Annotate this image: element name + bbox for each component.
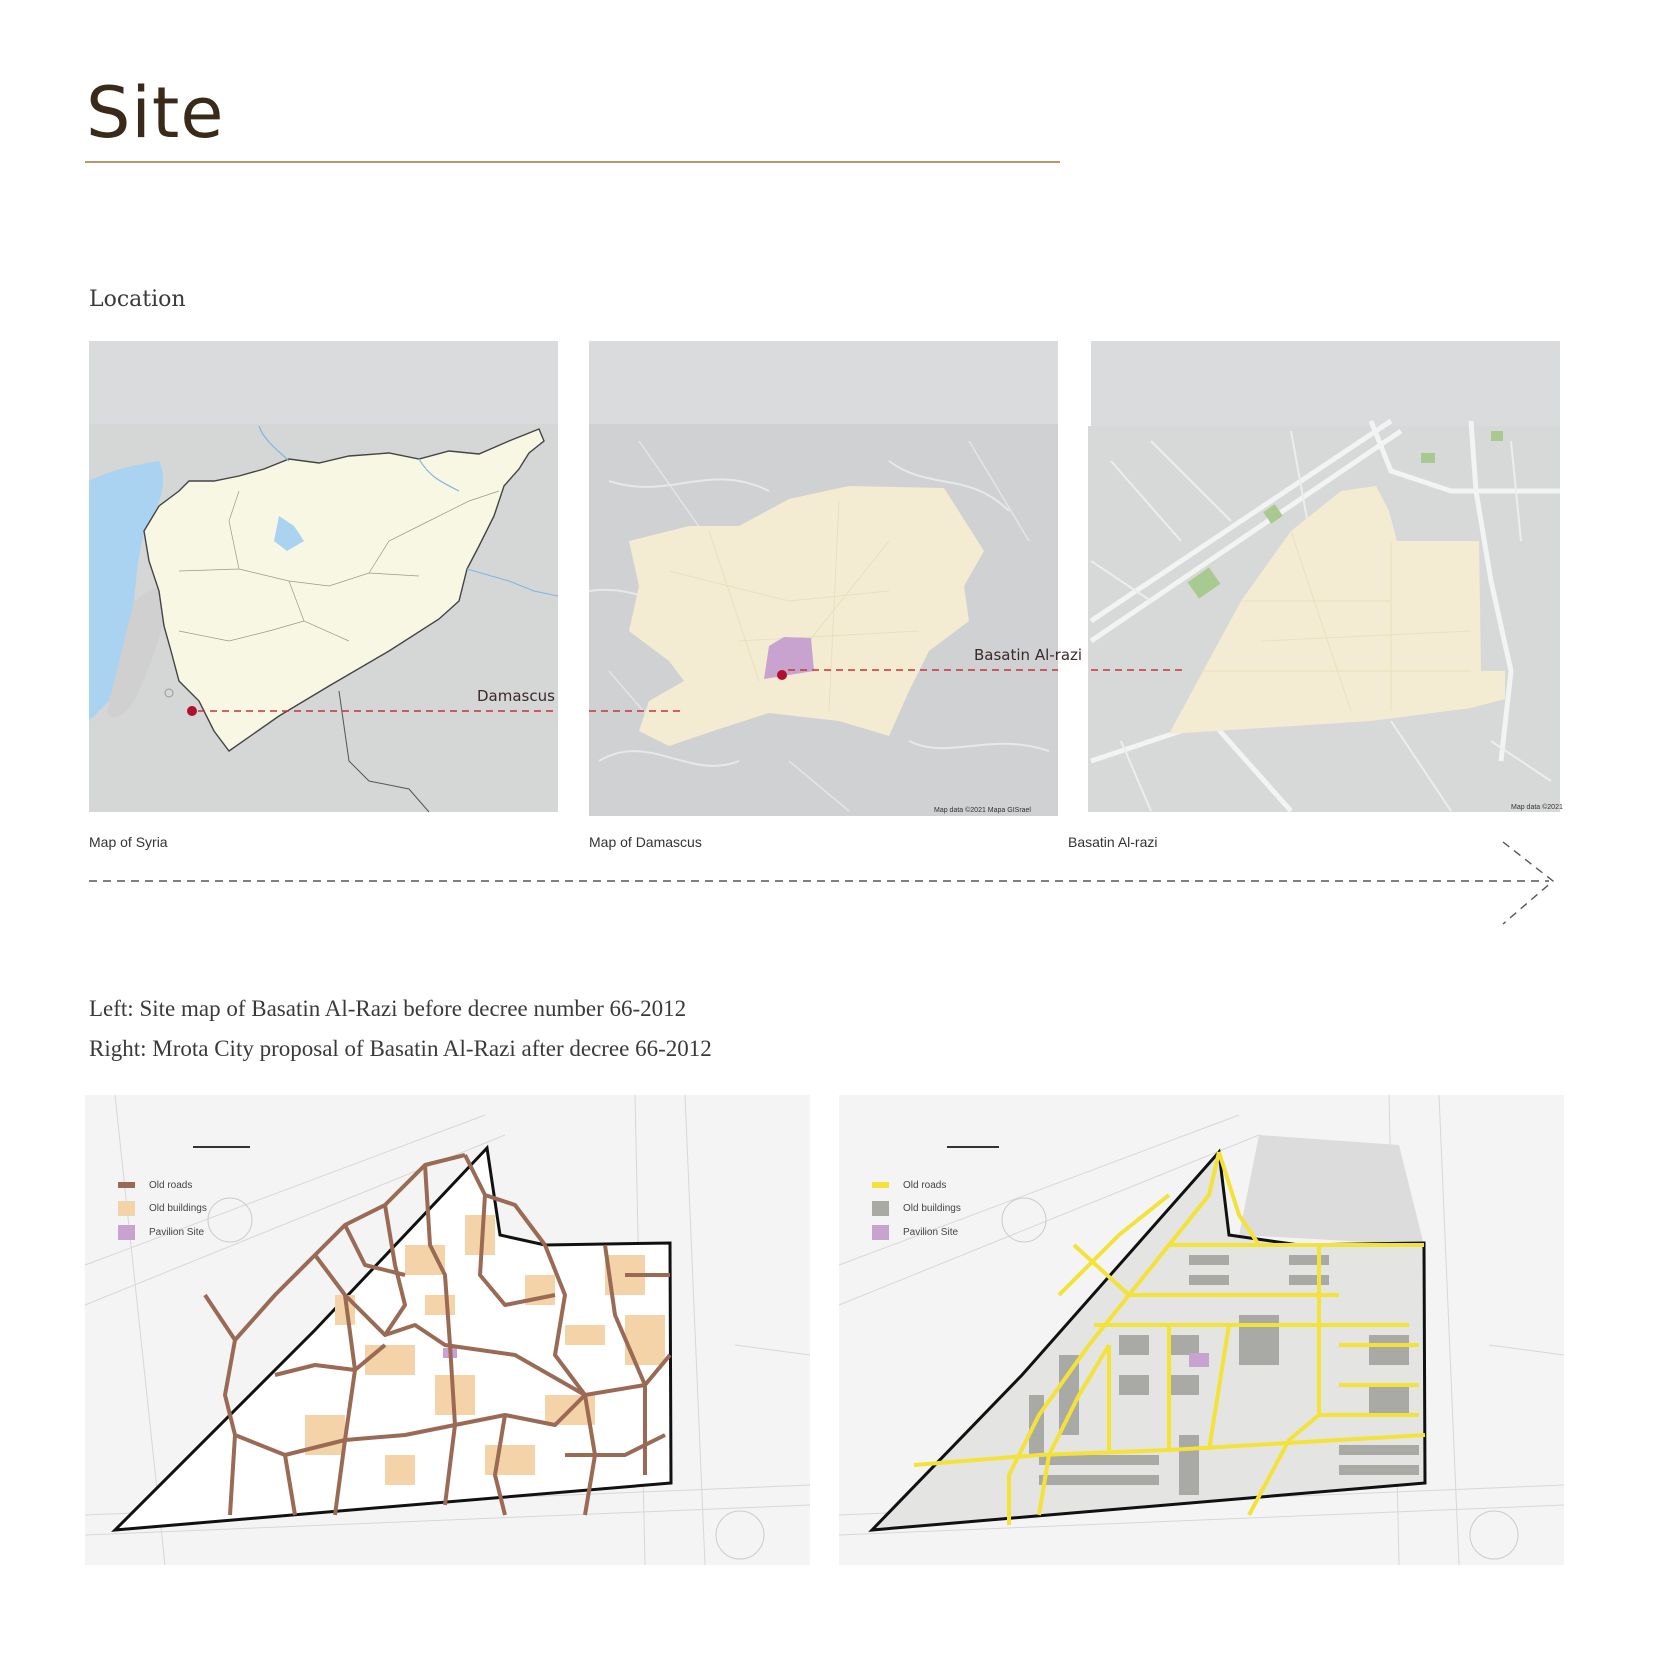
location-heading: Location <box>89 287 186 312</box>
caption-map-syria: Map of Syria <box>89 834 168 850</box>
attribution-damascus: Map data ©2021 Mapa GISrael <box>934 807 1031 814</box>
page-title: Site <box>86 72 225 154</box>
attribution-basatin: Map data ©2021 <box>1511 804 1563 811</box>
svg-text:Pavilion Site: Pavilion Site <box>903 1227 959 1238</box>
site-map-after <box>839 1095 1564 1565</box>
svg-text:Old roads: Old roads <box>149 1180 193 1191</box>
svg-text:Old buildings: Old buildings <box>149 1203 207 1214</box>
map-syria <box>89 341 558 812</box>
description-left: Left: Site map of Basatin Al-Razi before decree number 66-2012 <box>89 996 687 1021</box>
site-map-before <box>85 1095 810 1565</box>
map-damascus <box>589 341 1083 816</box>
caption-map-damascus: Map of Damascus <box>589 834 702 850</box>
svg-text:Pavilion Site: Pavilion Site <box>149 1227 205 1238</box>
map-basatin <box>1091 341 1563 812</box>
title-divider <box>85 161 1060 163</box>
marker-label-damascus: Damascus <box>477 687 555 705</box>
description-right: Right: Mrota City proposal of Basatin Al-Razi after decree 66-2012 <box>89 1036 712 1061</box>
marker-label-basatin: Basatin Al-razi <box>974 646 1083 664</box>
svg-text:Old buildings: Old buildings <box>903 1203 961 1214</box>
svg-text:Old roads: Old roads <box>903 1180 947 1191</box>
sequence-arrow <box>85 838 1565 928</box>
caption-map-basatin: Basatin Al-razi <box>1068 834 1158 850</box>
